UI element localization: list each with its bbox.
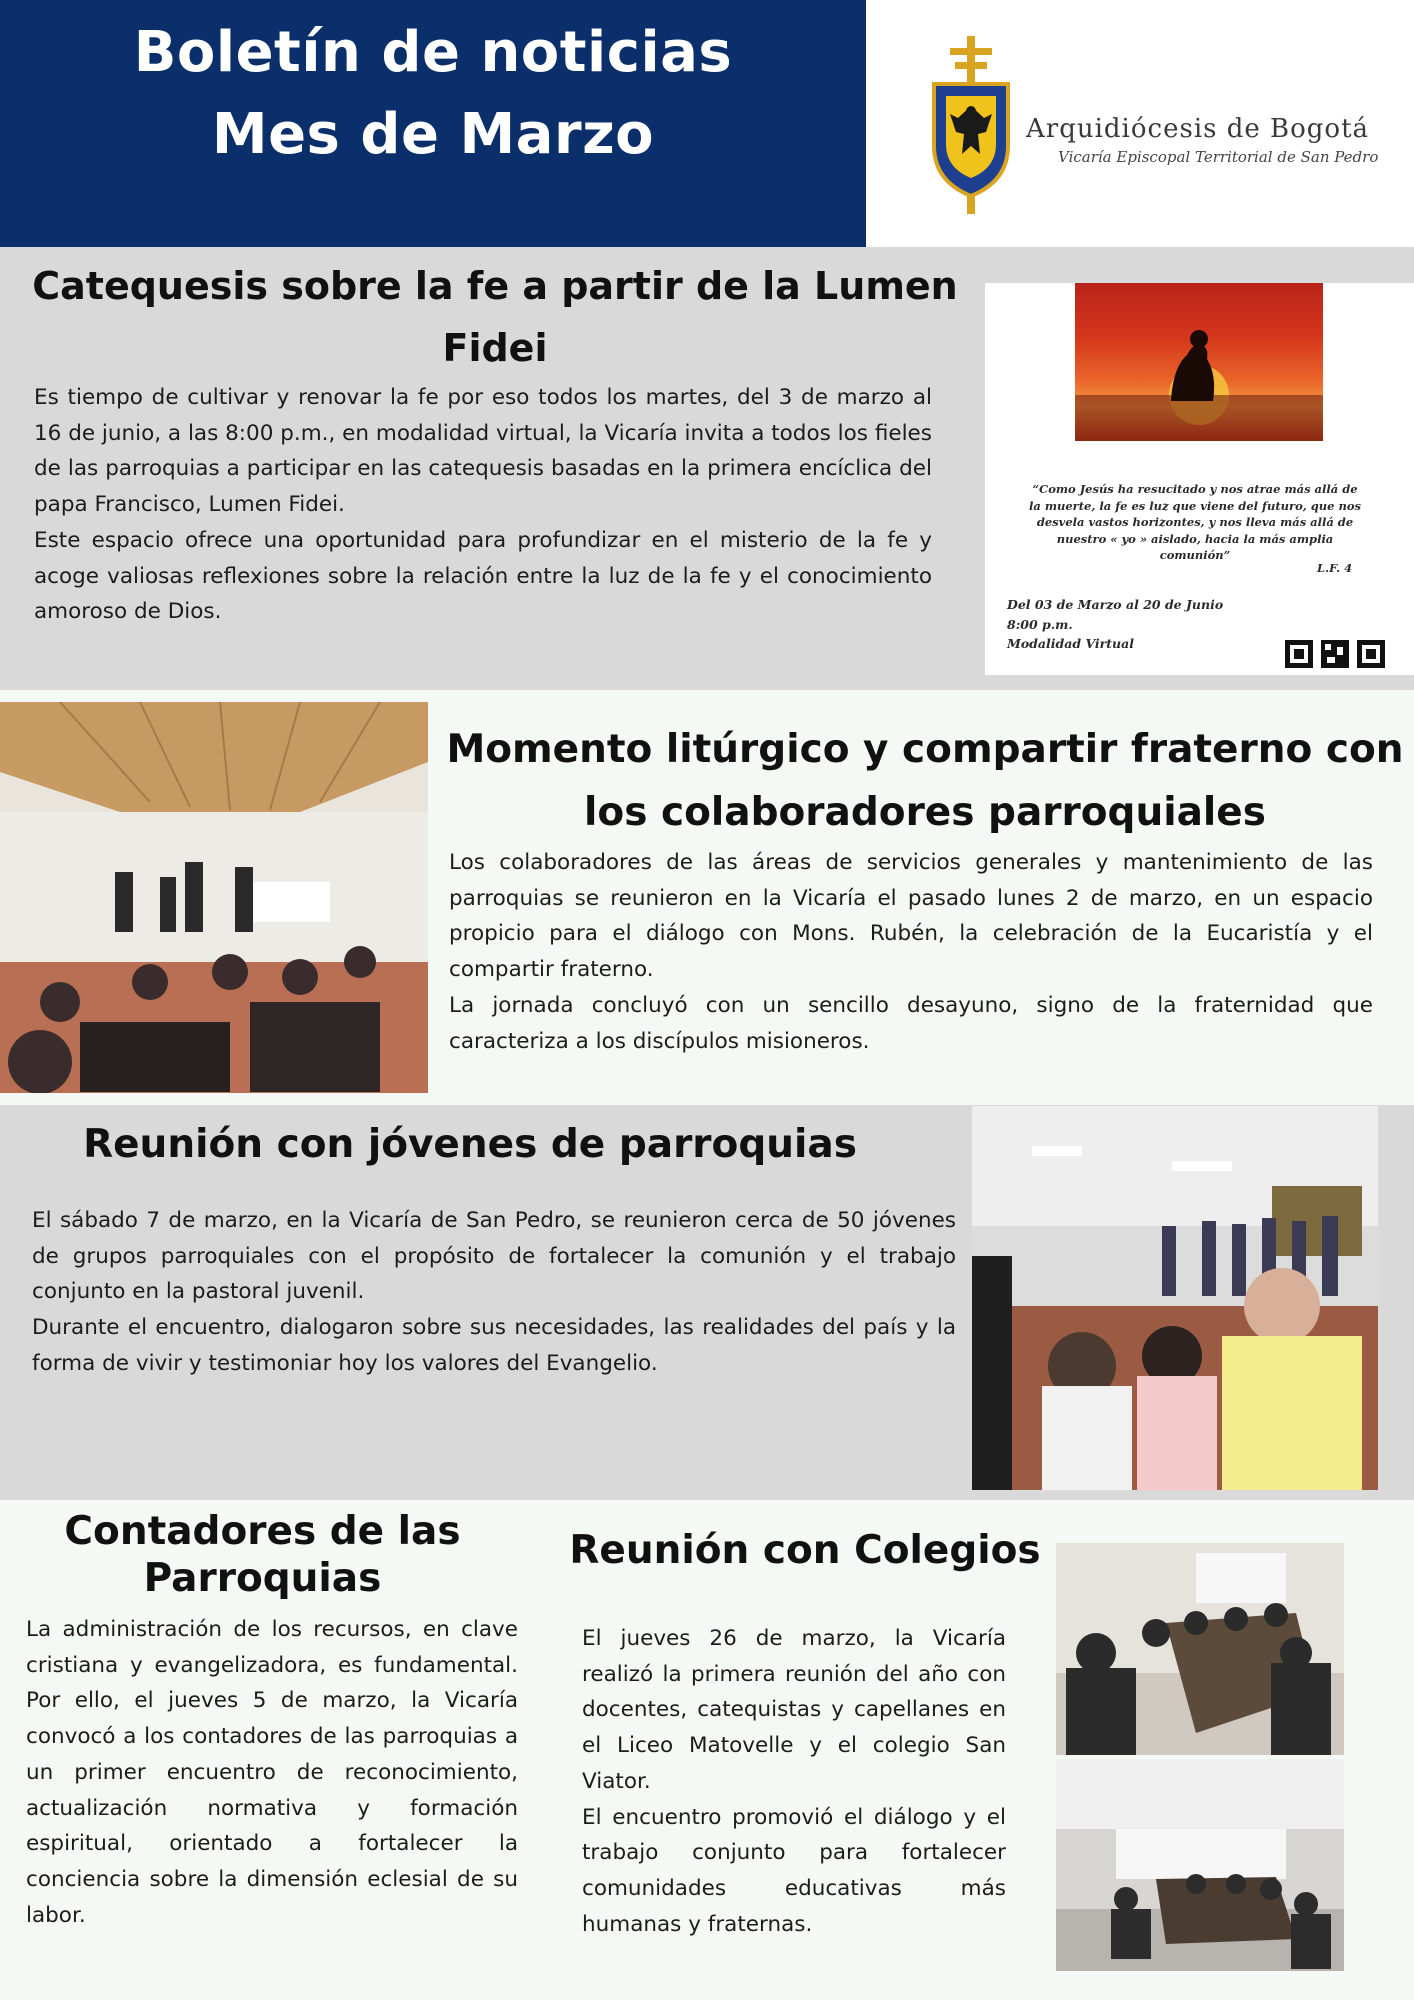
schools-meeting-photo-1 [1056,1543,1344,1755]
org-logo [866,0,1414,247]
liturgical-moment-body [449,845,1373,1059]
poster-dates: Del 03 de Marzo al 20 de Junio [1007,597,1224,612]
paragraph: Es tiempo de cultivar y renovar la fe por eso todos los martes, del 3 de marzo al 16 de junio, a las 8:00 p.m., en modalidad virtual, la Vicaría invita a todos los fieles de las parroquias a participar en las catequesis basadas en la primera encíclica del papa Francisco, Lumen Fidei. [34,385,932,518]
paragraph: Este espacio ofrece una oportunidad para profundizar en el misterio de la fe y acoge valiosas reflexiones sobre la relación entre la luz de la fe y el conocimiento amoroso de Dios. [34,527,932,625]
sunset-prayer-image [1075,283,1323,441]
paragraph: El encuentro promovió el diálogo y el trabajo conjunto para fortalecer comunidades educativas más humanas y fraternas. [582,1804,1006,1937]
catechesis-body [34,380,932,630]
collaborators-meeting-photo [0,702,428,1093]
accountants-body [26,1612,518,1933]
youth-meeting-photo [972,1106,1378,1490]
paragraph: Durante el encuentro, dialogaron sobre sus necesidades, las realidades del país y la forma de vivir y testimoniar hoy los valores del Evangelio. [32,1315,956,1376]
poster-time: 8:00 p.m. [1007,616,1073,632]
youth-meeting-body [32,1203,956,1382]
paragraph: El sábado 7 de marzo, en la Vicaría de San Pedro, se reunieron cerca de 50 jóvenes de grupos parroquiales con el propósito de fortalecer la comunión y el trabajo conjunto en la pastoral juvenil. [32,1208,956,1305]
paragraph: Los colaboradores de las áreas de servicios generales y mantenimiento de las parroquias se reunieron en la Vicaría el pasado lunes 2 de marzo, en un espacio propicio para el diálogo con Mons. Rubén, la celebración de la Eucaristía y el compartir fraterno. [449,850,1373,983]
org-name: Arquidiócesis de Bogotá [1026,114,1370,144]
poster-info [1007,595,1223,654]
paragraph: El jueves 26 de marzo, la Vicaría realizó la primera reunión del año con docentes, catequistas y capellanes en el Liceo Matovelle y el colegio San Viator. [582,1626,1006,1794]
archdiocese-crest-icon [928,36,1014,216]
schools-meeting-photo-2 [1056,1759,1344,1971]
paragraph: La jornada concluyó con un sencillo desayuno, signo de la fraternidad que caracteriza a los discípulos misioneros. [449,992,1373,1054]
accountants-title: Contadores de las Parroquias [64,1509,461,1601]
paragraph: La administración de los recursos, en clave cristiana y evangelizadora, es fundamental. Por ello, el jueves 5 de marzo, la Vicaría convocó a los contadores de las parroquias a un primer encuentro de reconocimiento, actualización normativa y formación espiritual, orientado a fortalecer la conciencia sobre la dimensión eclesial de su labor. [26,1617,518,1928]
schools-body [582,1621,1006,1942]
lumen-fidei-poster [985,283,1414,675]
newsletter-title: Boletín de noticias [133,20,733,85]
poster-modality: Modalidad Virtual [1007,636,1134,651]
poster-quote: “Como Jesús ha resucitado y nos atrae más allá de la muerte, la fe es luz que viene del futuro, que nos desvela vastos horizontes, y nos lleva más allá de nuestro « yo » aislado, hacia la más amplia comunión” [1029,482,1361,562]
youth-meeting-title: Reunión con jóvenes de parroquias [83,1122,857,1167]
qr-code-icon [1285,637,1385,671]
org-subtitle: Vicaría Episcopal Territorial de San Pedro [1058,148,1379,166]
liturgical-moment-title: Momento litúrgico y compartir fraterno con los colaboradores parroquiales [446,727,1404,835]
poster-reference: L.F. 4 [1317,561,1353,575]
newsletter-month: Mes de Marzo [211,102,655,167]
header-banner [0,0,866,247]
catechesis-title: Catequesis sobre la fe a partir de la Lumen Fidei [32,264,958,370]
schools-title: Reunión con Colegios [569,1528,1041,1573]
